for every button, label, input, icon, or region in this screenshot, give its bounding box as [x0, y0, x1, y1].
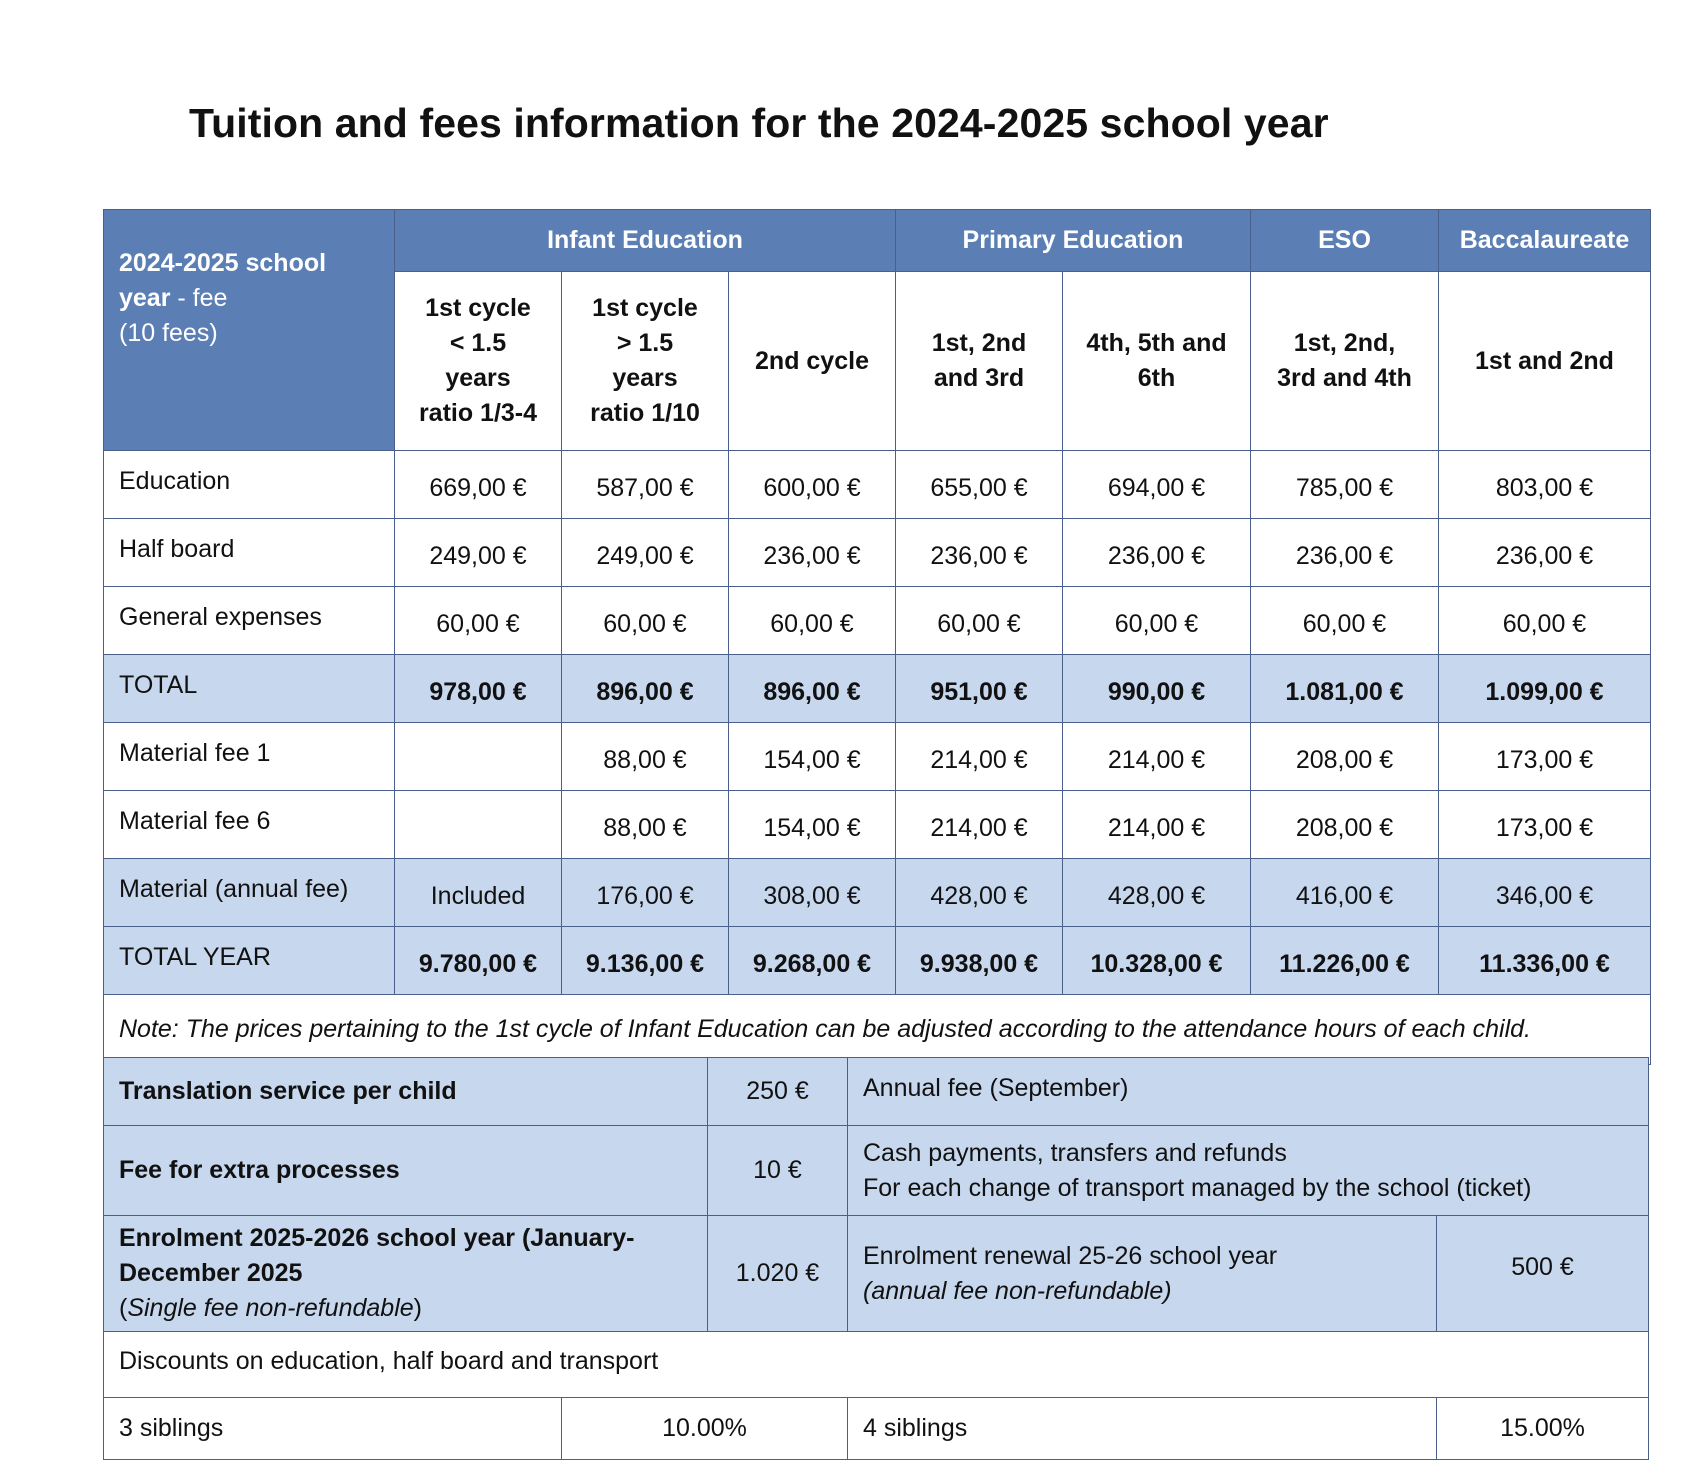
- enrolment-amount: 1.020 €: [708, 1216, 848, 1332]
- row-label: Half board: [104, 519, 395, 587]
- table-cell: 236,00 €: [729, 519, 896, 587]
- table-cell: 236,00 €: [896, 519, 1063, 587]
- table-cell: 60,00 €: [1251, 587, 1439, 655]
- row-label: Material fee 1: [104, 723, 395, 791]
- table-cell: 587,00 €: [562, 451, 729, 519]
- table-cell: 951,00 €: [896, 655, 1063, 723]
- table-cell: 249,00 €: [395, 519, 562, 587]
- renewal-label-line-2: (annual fee non-refundable): [863, 1276, 1172, 1305]
- subheader-col-6: [1251, 272, 1439, 451]
- row-label: General expenses: [104, 587, 395, 655]
- price-note: Note: The prices pertaining to the 1st cycle of Infant Education can be adjusted according to the attendance hours of each child.: [104, 995, 1651, 1065]
- corner-line-2-bold: year: [119, 284, 171, 312]
- processes-desc: [848, 1126, 1649, 1216]
- table-cell: 154,00 €: [729, 723, 896, 791]
- table-cell: 208,00 €: [1251, 723, 1439, 791]
- table-cell: 173,00 €: [1439, 723, 1651, 791]
- table-cell: 978,00 €: [395, 655, 562, 723]
- table-cell: 154,00 €: [729, 791, 896, 859]
- table-cell: [395, 723, 562, 791]
- table-cell: 9.268,00 €: [729, 927, 896, 995]
- group-primary-education: Primary Education: [896, 210, 1251, 272]
- table-cell: 11.336,00 €: [1439, 927, 1651, 995]
- subheader-line: 2nd cycle: [755, 346, 869, 375]
- table-cell: 214,00 €: [1063, 791, 1251, 859]
- processes-label: Fee for extra processes: [104, 1126, 708, 1216]
- subheader-col-7: [1439, 272, 1651, 451]
- table-cell: 176,00 €: [562, 859, 729, 927]
- table-cell: 208,00 €: [1251, 791, 1439, 859]
- subheader-col-5: [1063, 272, 1251, 451]
- table-cell: 214,00 €: [896, 791, 1063, 859]
- siblings-4-label: 4 siblings: [848, 1398, 1437, 1460]
- translation-amount: 250 €: [708, 1058, 848, 1126]
- table-row: [104, 927, 1651, 995]
- group-baccalaureate: Baccalaureate: [1439, 210, 1651, 272]
- subheader-line: 1st, 2nd: [931, 329, 1027, 357]
- processes-amount: 10 €: [708, 1126, 848, 1216]
- renewal-label: [848, 1216, 1437, 1332]
- row-label: Material fee 6: [104, 791, 395, 859]
- table-cell: 896,00 €: [729, 655, 896, 723]
- table-cell: 694,00 €: [1063, 451, 1251, 519]
- subheader-line: ratio 1/10: [590, 399, 700, 427]
- enrolment-label-line-2: December 2025: [119, 1259, 303, 1287]
- subheader-line: 1st cycle: [425, 294, 531, 322]
- subheader-col-4: [896, 272, 1063, 451]
- table-cell: 60,00 €: [896, 587, 1063, 655]
- row-label: TOTAL YEAR: [104, 927, 395, 995]
- subheader-line: > 1.5: [616, 329, 674, 357]
- table-cell: 60,00 €: [729, 587, 896, 655]
- table-cell: 214,00 €: [1063, 723, 1251, 791]
- table-cell: 249,00 €: [562, 519, 729, 587]
- table-cell: 60,00 €: [562, 587, 729, 655]
- table-row: [104, 791, 1651, 859]
- table-cell: 1.099,00 €: [1439, 655, 1651, 723]
- enrolment-label: [104, 1216, 708, 1332]
- table-cell: 9.938,00 €: [896, 927, 1063, 995]
- enrolment-label-line-3: (Single fee non-refundable): [119, 1294, 422, 1322]
- table-row: [104, 655, 1651, 723]
- table-cell: 416,00 €: [1251, 859, 1439, 927]
- subheader-line: and 3rd: [933, 364, 1025, 392]
- subheader-line: ratio 1/3-4: [418, 399, 538, 427]
- extras-table: [103, 1057, 1649, 1460]
- subheader-line: 6th: [1137, 364, 1176, 392]
- siblings-3-label: 3 siblings: [104, 1398, 562, 1460]
- renewal-label-line-1: Enrolment renewal 25-26 school year: [863, 1241, 1278, 1270]
- table-row: [104, 519, 1651, 587]
- table-cell: 236,00 €: [1063, 519, 1251, 587]
- table-cell: 88,00 €: [562, 791, 729, 859]
- renewal-amount: 500 €: [1437, 1216, 1649, 1332]
- table-cell: 308,00 €: [729, 859, 896, 927]
- table-cell: 428,00 €: [896, 859, 1063, 927]
- subheader-line: 4th, 5th and: [1086, 329, 1227, 357]
- subheader-line: < 1.5: [449, 329, 507, 357]
- row-label: Education: [104, 451, 395, 519]
- table-corner-header: [104, 210, 395, 451]
- subheader-line: 1st cycle: [592, 294, 698, 322]
- enrolment-label-line-1: Enrolment 2025-2026 school year (January-: [119, 1224, 635, 1252]
- subheader-col-2: [562, 272, 729, 451]
- table-cell: 9.136,00 €: [562, 927, 729, 995]
- table-cell: 60,00 €: [1063, 587, 1251, 655]
- corner-line-2-rest: - fee: [170, 284, 228, 312]
- subheader-line: years: [612, 364, 678, 392]
- row-label: TOTAL: [104, 655, 395, 723]
- row-label: Material (annual fee): [104, 859, 395, 927]
- table-row: [104, 451, 1651, 519]
- table-cell: [395, 791, 562, 859]
- table-cell: 669,00 €: [395, 451, 562, 519]
- discounts-title: Discounts on education, half board and transport: [104, 1332, 1649, 1398]
- table-cell: 60,00 €: [1439, 587, 1651, 655]
- subheader-col-1: [395, 272, 562, 451]
- table-cell: 803,00 €: [1439, 451, 1651, 519]
- siblings-4-value: 15.00%: [1437, 1398, 1649, 1460]
- table-cell: 214,00 €: [896, 723, 1063, 791]
- table-cell: 1.081,00 €: [1251, 655, 1439, 723]
- siblings-3-value: 10.00%: [562, 1398, 848, 1460]
- table-cell: 785,00 €: [1251, 451, 1439, 519]
- table-cell: 236,00 €: [1251, 519, 1439, 587]
- table-cell: Included: [395, 859, 562, 927]
- enrolment-non-refundable-note: Single fee non-refundable: [127, 1294, 414, 1322]
- table-cell: 346,00 €: [1439, 859, 1651, 927]
- table-cell: 236,00 €: [1439, 519, 1651, 587]
- processes-desc-line-2: For each change of transport managed by the school (ticket): [863, 1173, 1532, 1202]
- table-cell: 11.226,00 €: [1251, 927, 1439, 995]
- table-cell: 428,00 €: [1063, 859, 1251, 927]
- translation-desc: Annual fee (September): [848, 1058, 1649, 1126]
- subheader-line: 1st and 2nd: [1475, 346, 1614, 375]
- group-infant-education: Infant Education: [395, 210, 896, 272]
- subheader-line: 1st, 2nd,: [1293, 329, 1396, 357]
- page-title: Tuition and fees information for the 2024-2025 school year: [189, 100, 1329, 146]
- table-cell: 9.780,00 €: [395, 927, 562, 995]
- group-eso: ESO: [1251, 210, 1439, 272]
- table-cell: 990,00 €: [1063, 655, 1251, 723]
- table-row: [104, 587, 1651, 655]
- table-cell: 600,00 €: [729, 451, 896, 519]
- processes-desc-line-1: Cash payments, transfers and refunds: [863, 1138, 1287, 1167]
- corner-line-3: (10 fees): [119, 319, 218, 347]
- table-cell: 173,00 €: [1439, 791, 1651, 859]
- corner-line-1: 2024-2025 school: [119, 249, 327, 277]
- table-cell: 655,00 €: [896, 451, 1063, 519]
- table-row: [104, 859, 1651, 927]
- table-row: [104, 723, 1651, 791]
- table-cell: 896,00 €: [562, 655, 729, 723]
- subheader-line: 3rd and 4th: [1277, 364, 1412, 392]
- fees-table: [103, 209, 1651, 1065]
- table-cell: 88,00 €: [562, 723, 729, 791]
- translation-label: Translation service per child: [104, 1058, 708, 1126]
- table-cell: 10.328,00 €: [1063, 927, 1251, 995]
- subheader-col-3: [729, 272, 896, 451]
- subheader-line: years: [445, 364, 511, 392]
- table-cell: 60,00 €: [395, 587, 562, 655]
